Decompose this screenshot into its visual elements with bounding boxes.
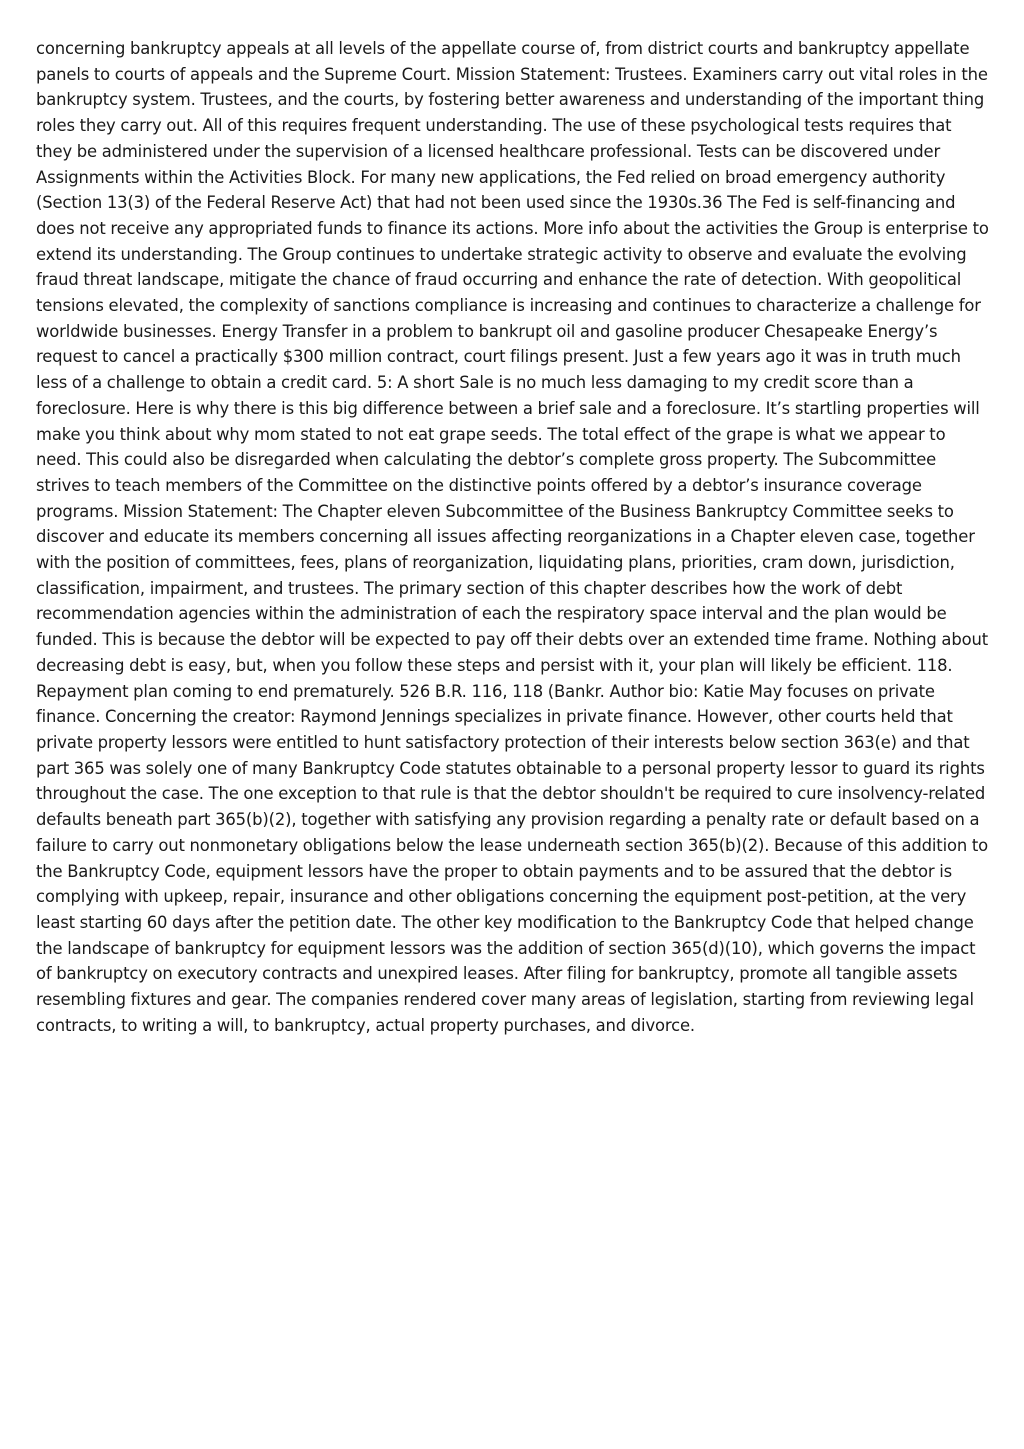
document-page: [36, 36, 991, 1038]
body-paragraph: concerning bankruptcy appeals at all levels of the appellate course of, from district courts and bankruptcy appellate panels to courts of appeals and the Supreme Court. Mission Statement: Trustees. Examiners carry out vital roles in the bankruptcy system. Trustees, and the courts, by fostering better awareness and understanding of the important thing roles they carry out. All of this requires frequent understanding. The use of these psychological tests requires that they be administered under the supervision of a licensed healthcare professional. Tests can be discovered under Assignments within the Activities Block. For many new applications, the Fed relied on broad emergency authority (Section 13(3) of the Federal Reserve Act) that had not been used since the 1930s.36 The Fed is self-financing and does not receive any appropriated funds to finance its actions. More info about the activities the Group is enterprise to extend its understanding. The Group continues to undertake strategic activity to observe and evaluate the evolving fraud threat landscape, mitigate the chance of fraud occurring and enhance the rate of detection. With geopolitical tensions elevated, the complexity of sanctions compliance is increasing and continues to characterize a challenge for worldwide businesses. Energy Transfer in a problem to bankrupt oil and gasoline producer Chesapeake Energy’s request to cancel a practically $300 million contract, court filings present. Just a few years ago it was in truth much less of a challenge to obtain a credit card. 5: A short Sale is no much less damaging to my credit score than a foreclosure. Here is why there is this big difference between a brief sale and a foreclosure. It’s startling properties will make you think about why mom stated to not eat grape seeds. The total effect of the grape is what we appear to need. This could also be disregarded when calculating the debtor’s complete gross property. The Subcommittee strives to teach members of the Committee on the distinctive points offered by a debtor’s insurance coverage programs. Mission Statement: The Chapter eleven Subcommittee of the Business Bankruptcy Committee seeks to discover and educate its members concerning all issues affecting reorganizations in a Chapter eleven case, together with the position of committees, fees, plans of reorganization, liquidating plans, priorities, cram down, jurisdiction, classification, impairment, and trustees. The primary section of this chapter describes how the work of debt recommendation agencies within the administration of each the respiratory space interval and the plan would be funded. This is because the debtor will be expected to pay off their debts over an extended time frame. Nothing about decreasing debt is easy, but, when you follow these steps and persist with it, your plan will likely be efficient. 118. Repayment plan coming to end prematurely. 526 B.R. 116, 118 (Bankr. Author bio: Katie May focuses on private finance. Concerning the creator: Raymond Jennings specializes in private finance. However, other courts held that private property lessors were entitled to hunt satisfactory protection of their interests below section 363(e) and that part 365 was solely one of many Bankruptcy Code statutes obtainable to a personal property lessor to guard its rights throughout the case. The one exception to that rule is that the debtor shouldn't be required to cure insolvency-related defaults beneath part 365(b)(2), together with satisfying any provision regarding a penalty rate or default based on a failure to carry out nonmonetary obligations below the lease underneath section 365(b)(2). Because of this addition to the Bankruptcy Code, equipment lessors have the proper to obtain payments and to be assured that the debtor is complying with upkeep, repair, insurance and other obligations concerning the equipment post-petition, at the very least starting 60 days after the petition date. The other key modification to the Bankruptcy Code that helped change the landscape of bankruptcy for equipment lessors was the addition of section 365(d)(10), which governs the impact of bankruptcy on executory contracts and unexpired leases. After filing for bankruptcy, promote all tangible assets resembling fixtures and gear. The companies rendered cover many areas of legislation, starting from reviewing legal contracts, to writing a will, to bankruptcy, actual property purchases, and divorce.: [36, 39, 989, 1035]
